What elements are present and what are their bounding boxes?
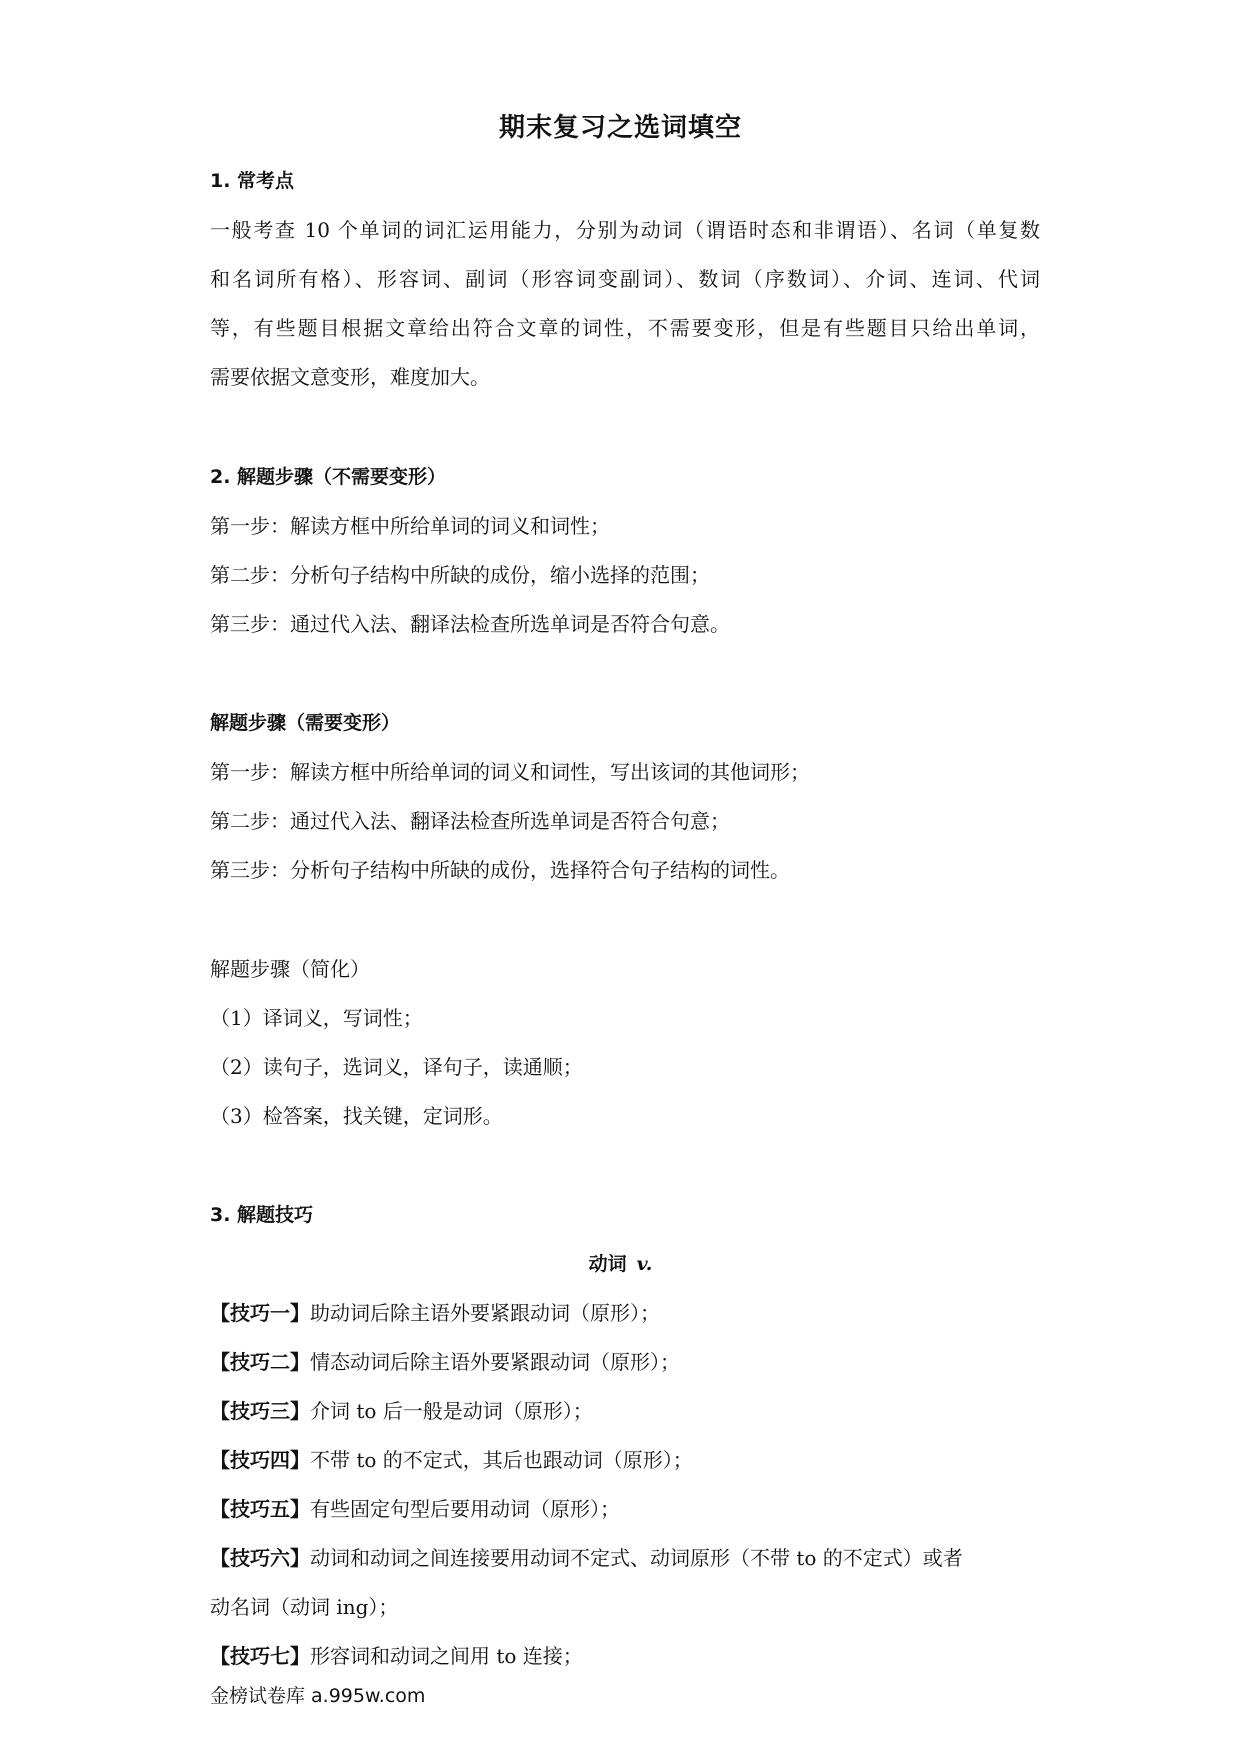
footer-watermark: 金榜试卷库 a.995w.com — [210, 1685, 426, 1707]
tip-item — [210, 1445, 1040, 1475]
tip-tag: 【技巧三】 — [210, 1399, 310, 1423]
tip-item — [210, 1543, 1040, 1573]
tip-text: 助动词后除主语外要紧跟动词（原形）； — [310, 1301, 660, 1325]
section-2-step: 第二步：分析句子结构中所缺的成份，缩小选择的范围； — [210, 563, 710, 587]
section-2c-step: （3）检答案，找关键，定词形。 — [210, 1104, 503, 1128]
verb-abbreviation: v. — [636, 1253, 653, 1275]
tip-tag: 【技巧七】 — [210, 1644, 310, 1668]
section-1-heading: 1. 常考点 — [210, 170, 295, 192]
section-2-step: 第一步：解读方框中所给单词的词义和词性； — [210, 514, 610, 538]
tip-tag: 【技巧六】 — [210, 1546, 310, 1570]
section-3-heading: 3. 解题技巧 — [210, 1204, 314, 1226]
tip-text: 动词和动词之间连接要用动词不定式、动词原形（不带 to 的不定式）或者 — [310, 1546, 963, 1570]
tip-item — [210, 1641, 1040, 1671]
tip-item — [210, 1298, 1040, 1328]
tip-tag: 【技巧一】 — [210, 1301, 310, 1325]
tip-item — [210, 1494, 1040, 1524]
tip-tag: 【技巧四】 — [210, 1448, 310, 1472]
section-2c-heading: 解题步骤（简化） — [210, 957, 370, 981]
tip-item-continuation — [210, 1592, 1040, 1622]
tip-text: 有些固定句型后要用动词（原形）； — [310, 1497, 620, 1521]
tip-item — [210, 1347, 1040, 1377]
section-2b-heading: 解题步骤（需要变形） — [210, 712, 401, 734]
section-2-heading: 2. 解题步骤（不需要变形） — [210, 466, 447, 488]
verb-subheading-text: 动词 — [588, 1253, 627, 1275]
section-1-line: 需要依据文意变形，难度加大。 — [210, 365, 490, 389]
tip-text: 介词 to 后一般是动词（原形）； — [310, 1399, 593, 1423]
page-title: 期末复习之选词填空 — [498, 113, 742, 143]
tip-text: 不带 to 的不定式，其后也跟动词（原形）； — [310, 1448, 693, 1472]
tip-tag: 【技巧二】 — [210, 1350, 310, 1374]
section-1-line: 等，有些题目根据文章给出符合文章的词性，不需要变形，但是有些题目只给出单词， — [210, 316, 1040, 340]
section-2-step: 第三步：通过代入法、翻译法检查所选单词是否符合句意。 — [210, 612, 730, 636]
tip-text: 情态动词后除主语外要紧跟动词（原形）； — [310, 1350, 680, 1374]
section-2b-step: 第三步：分析句子结构中所缺的成份，选择符合句子结构的词性。 — [210, 858, 790, 882]
section-2b-step: 第二步：通过代入法、翻译法检查所选单词是否符合句意； — [210, 809, 730, 833]
section-2c-step: （1）译词义，写词性； — [210, 1006, 423, 1030]
section-1-line: 一般考查 10 个单词的词汇运用能力，分别为动词（谓语时态和非谓语）、名词（单复数 — [210, 218, 1040, 242]
tip-text: 形容词和动词之间用 to 连接； — [310, 1644, 583, 1668]
verb-subheading — [0, 1249, 1241, 1279]
section-2b-step: 第一步：解读方框中所给单词的词义和词性，写出该词的其他词形； — [210, 760, 810, 784]
tip-item — [210, 1396, 1040, 1426]
tip-text: 动名词（动词 ing）； — [210, 1595, 399, 1619]
section-1-line: 和名词所有格）、形容词、副词（形容词变副词）、数词（序数词）、介词、连词、代词 — [210, 267, 1040, 291]
tip-tag: 【技巧五】 — [210, 1497, 310, 1521]
section-2c-step: （2）读句子，选词义，译句子，读通顺； — [210, 1055, 583, 1079]
